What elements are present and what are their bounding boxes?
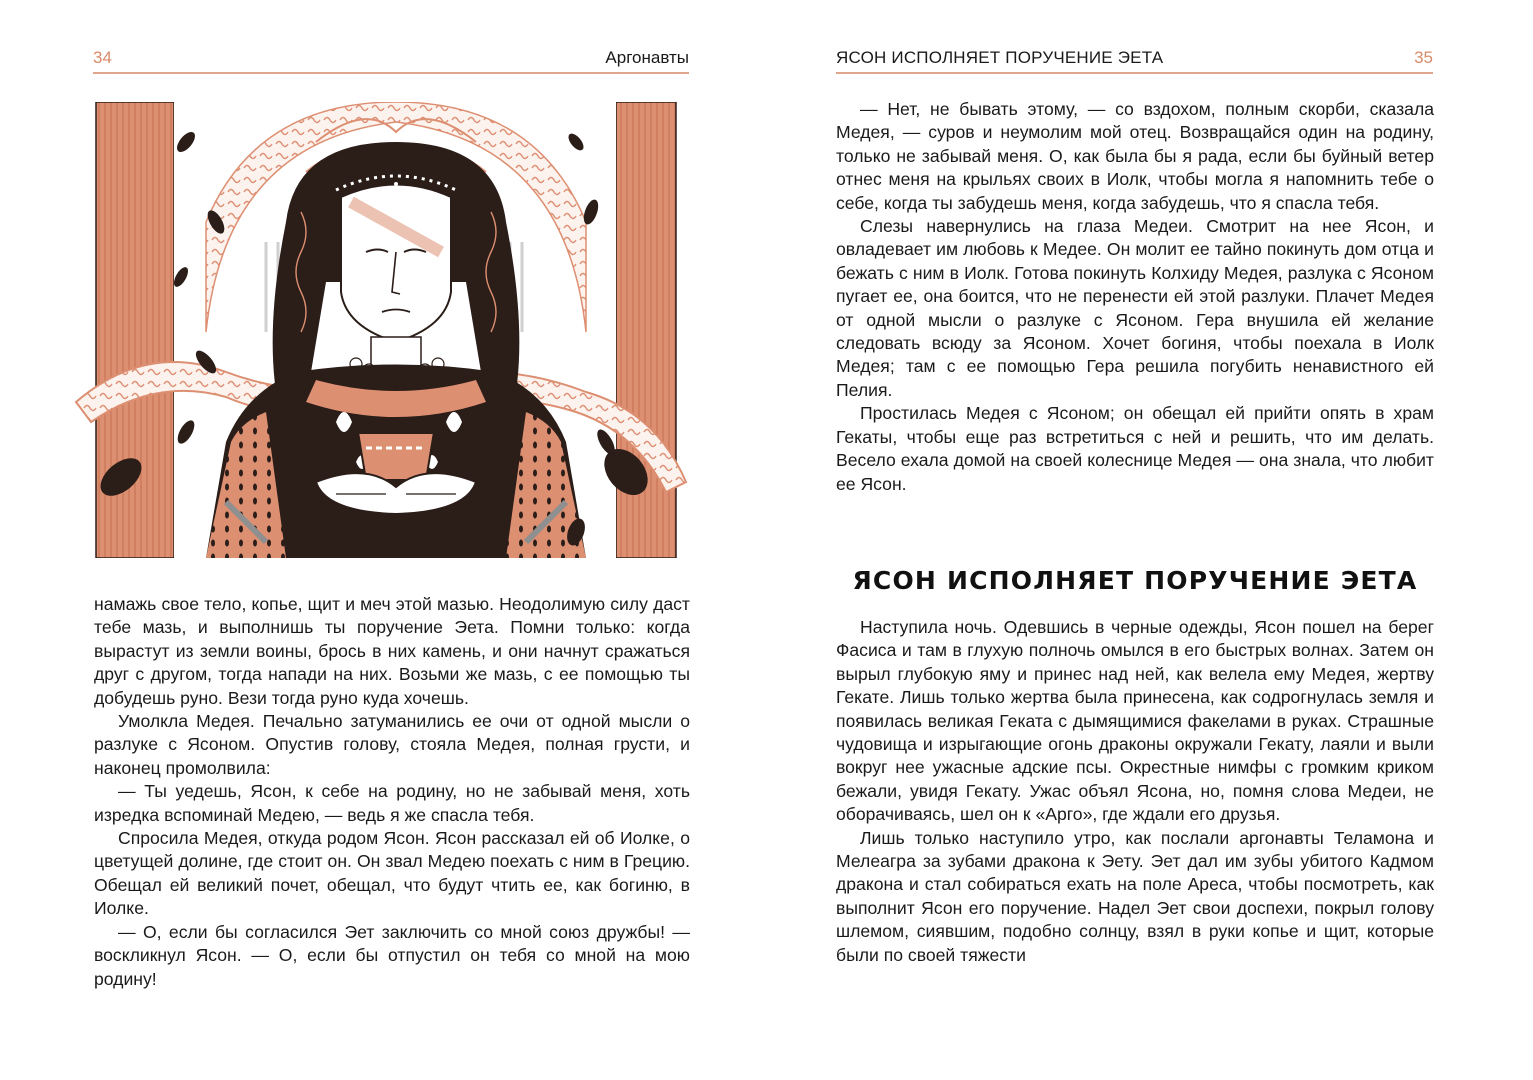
left-paragraph-3: — Ты уедешь, Ясон, к себе на родину, но не забывай меня, хоть изредка вспоминай Медею, — ведь я же спасла тебя. (94, 781, 690, 825)
vessel-shape (356, 424, 436, 480)
medea-illustration (66, 102, 688, 558)
right-paragraph-4: Наступила ночь. Одевшись в черные одежды, Ясон пошел на берег Фасиса и там в глухую полночь омылся в его быстрых волнах. Затем он вырыл глубокую яму и принес над ней, как велела ему Медея, жертву Гекате. Лишь только жертва была принесена, как содрогнулась земля и появилась великая Геката с дымящимися факелами в руках. Страшные чудовища и изрыгающие огонь драконы окружали Гекату, лаяли и выли вокруг нее ужасные адские псы. Окрестные нимфы с громким криком бежали, увидя Гекату. Ужас объял Ясона, но, помня слова Медеи, не оборачиваясь, шел он к «Арго», где ждали его друзья. (836, 617, 1434, 825)
left-paragraph-2: Умолкла Медея. Печально затуманились ее очи от одной мысли о разлуке с Ясоном. Опустив голову, стояла Медея, полная грусти, и наконец промолвила: (94, 711, 690, 778)
left-paragraph-5: — О, если бы согласился Эет заключить со мной союз дружбы! — воскликнул Ясон. — О, если бы отпустил он тебя со мной на мою родину! (94, 921, 690, 989)
left-paragraph-1: намажь свое тело, копье, щит и меч этой мазью. Неодолимую силу даст тебе мазь, и выполнишь ты поручение Эета. Помни только: когда вырастут из земли воины, брось в них камень, и они начнут сражаться друг с другом, тогда напади на них. Возьми же мазь, с ее помощью ты добудешь руно. Вези тогда руно куда хочешь. (94, 594, 690, 708)
right-page (766, 0, 1533, 1080)
left-running-head (93, 46, 689, 74)
right-paragraph-5: Лишь только наступило утро, как послали аргонавты Теламона и Мелеагра за зубами дракона к Эету. Эет дал им зубы убитого Кадмом дракона и стал собираться ехать на поле Ареса, чтобы посмотреть, как выполнит Ясон его поручение. Надел Эет свои доспехи, покрыл голову шлемом, сиявшим, подобно солнцу, взял в руки копье и щит, которые были по своей тяжести (836, 827, 1434, 965)
right-page-top-text (836, 98, 1434, 496)
left-page-text (94, 593, 690, 991)
right-paragraph-3: Простилась Медея с Ясоном; он обещал ей прийти опять в храм Гекаты, чтобы еще раз встретиться с ней и решить, что им делать. Весело ехала домой на своей колеснице Медея — она знала, что любит ее Ясон. (836, 403, 1434, 494)
right-running-title: ЯСОН ИСПОЛНЯЕТ ПОРУЧЕНИЕ ЭЕТА (836, 48, 1164, 67)
right-page-bottom-text (836, 616, 1434, 967)
right-paragraph-2: Слезы навернулись на глаза Медеи. Смотрит на нее Ясон, и овладевает им любовь к Медее. Он молит ее тайно покинуть дом отца и бежать с ним в Иолк. Готова покинуть Колхиду Медея, разлука с Ясоном пугает ее, она боится, что не перенести ей этой разлуки. Плачет Медея от одной мысли о разлуке с Ясоном. Гера внушила ей желание следовать всюду за Ясоном. Хочет богиня, чтобы поехала в Иолк Медея; там с ее помощью Гера решила погубить ненавистного ей Пелия. (836, 216, 1434, 400)
right-page-number: 35 (1414, 48, 1433, 67)
right-paragraph-1: — Нет, не бывать этому, — со вздохом, полным скорби, сказала Медея, — суров и неумолим мой отец. Возвращайся один на родину, только не забывай меня. О, как была бы я рада, если бы буйный ветер отнес меня на крыльях своих в Иолк, чтобы могла я напомнить тебе о себе, когда ты забудешь меня, когда забудешь, что я спасла тебя. (836, 99, 1434, 213)
face-shape (336, 176, 456, 342)
left-page (0, 0, 766, 1080)
left-running-title: Аргонавты (605, 48, 689, 67)
left-page-number: 34 (93, 48, 112, 67)
right-running-head (836, 46, 1433, 74)
left-paragraph-4: Спросила Медея, откуда родом Ясон. Ясон рассказал ей об Иолке, о цветущей долине, где стоит он. Он звал Медею поехать с ним в Грецию. Обещал ей великий почет, обещал, что будут чтить ее, как богиню, в Иолке. (94, 828, 690, 919)
chapter-title: ЯСОН ИСПОЛНЯЕТ ПОРУЧЕНИЕ ЭЕТА (852, 566, 1418, 595)
